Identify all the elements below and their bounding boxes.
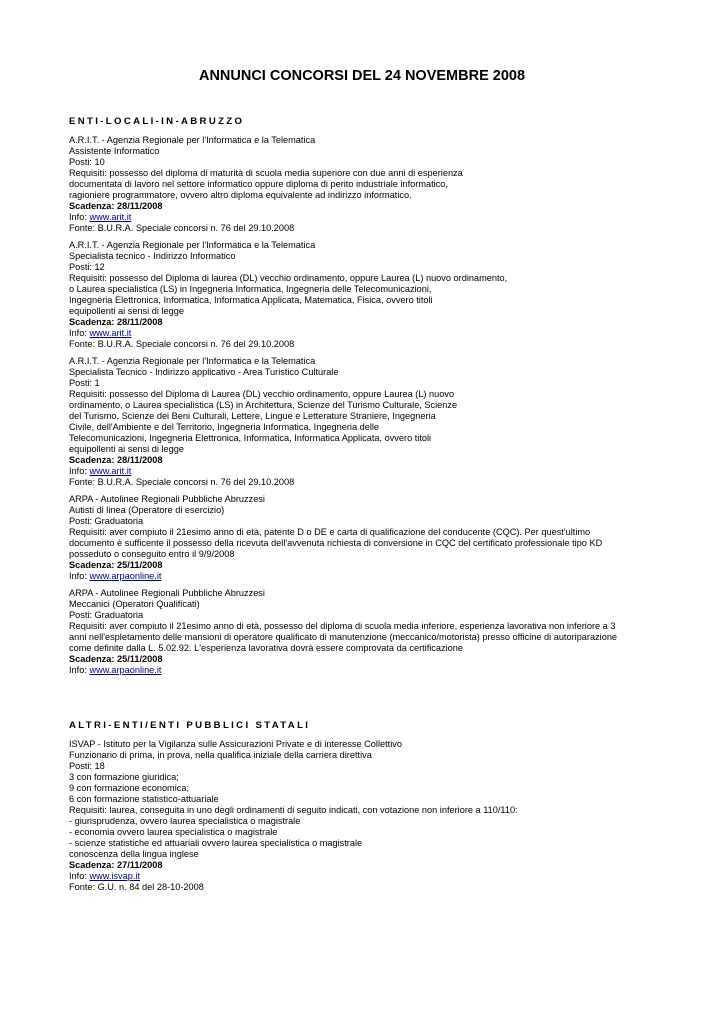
text-line: equipollenti ai sensi di legge <box>69 444 184 454</box>
announcement-entry <box>69 356 669 488</box>
text-line: Assistente Informatico <box>69 146 160 156</box>
text-line: o Laurea specialistica (LS) in Ingegneria Informatica, Ingegneria delle Telecomunicazioni, <box>69 284 432 294</box>
text-line: A.R.I.T. - Agenzia Regionale per l'Informatica e la Telematica <box>69 135 316 145</box>
info-link[interactable]: www.arpaonline.it <box>89 665 162 675</box>
info-link[interactable]: www.arit.it <box>89 328 132 338</box>
text-line: Fonte: B.U.R.A. Speciale concorsi n. 76 del 29.10.2008 <box>69 477 295 487</box>
text-line: Telecomunicazioni, Ingegneria Elettronica, Informatica, Informatica Applicata, ovvero titoli <box>69 433 432 443</box>
text-line: ARPA - Autolinee Regionali Pubbliche Abruzzesi <box>69 588 265 598</box>
text-line: Specialista Tecnico - Indirizzo applicativo - Area Turistico Culturale <box>69 367 339 377</box>
text-line: ragioniere programmatore, ovvero altro diploma equivalente ad indirizzo informatico. <box>69 190 412 200</box>
text-line: documentata di lavoro nel settore informatico oppure diploma di perito industriale informatico, <box>69 179 448 189</box>
text-line: Posti: 1 <box>69 378 100 388</box>
info-label: Info: <box>69 665 90 675</box>
text-line: Requisiti: possesso del Diploma di laurea (DL) vecchio ordinamento, oppure Laurea (L) nuovo ordinamento, <box>69 273 508 283</box>
text-line: Posti: Graduatoria <box>69 516 144 526</box>
deadline-line: Scadenza: 28/11/2008 <box>69 201 163 211</box>
deadline-line: Scadenza: 25/11/2008 <box>69 560 163 570</box>
text-line: Posti: 10 <box>69 157 105 167</box>
text-line: - giurisprudenza, ovvero laurea specialistica o magistrale <box>69 816 301 826</box>
text-line: equipollenti ai sensi di legge <box>69 306 184 316</box>
text-line: Autisti di linea (Operatore di esercizio) <box>69 505 225 515</box>
info-line <box>69 871 669 882</box>
deadline-line: Scadenza: 28/11/2008 <box>69 455 163 465</box>
text-line: del Turismo, Scienze dei Beni Culturali, Lettere, Lingue e Letterature Straniere, Ingegneria <box>69 411 436 421</box>
announcement-entry <box>69 240 669 350</box>
info-line <box>69 328 669 339</box>
text-line: Posti: 18 <box>69 761 105 771</box>
info-label: Info: <box>69 466 90 476</box>
page-title: ANNUNCI CONCORSI DEL 24 NOVEMBRE 2008 <box>198 68 526 84</box>
section-heading: ENTI-LOCALI-IN-ABRUZZO <box>69 116 245 127</box>
info-line <box>69 665 669 676</box>
text-line: A.R.I.T. - Agenzia Regionale per l'Informatica e la Telematica <box>69 240 316 250</box>
text-line: Requisiti: aver compiuto il 21esimo anno di età, patente D o DE e carta di qualificazione del conducente (CQC). Per quest'ultimo <box>69 527 591 537</box>
text-line: Posti: 12 <box>69 262 105 272</box>
text-line: Meccanici (Operatori Qualificati) <box>69 599 200 609</box>
text-line: Requisiti: possesso del Diploma di Laurea (DL) vecchio ordinamento, oppure Laurea (L) nuovo <box>69 389 455 399</box>
text-line: Posti: Graduatoria <box>69 610 144 620</box>
text-line: Fonte: B.U.R.A. Speciale concorsi n. 76 del 29.10.2008 <box>69 339 295 349</box>
section-altri-enti <box>69 720 669 899</box>
deadline-line: Scadenza: 27/11/2008 <box>69 860 163 870</box>
text-line: documento è sufficente il possesso della ricevuta dell'avvenuta richiesta di conversione in CQC del certificato professionale tipo KD <box>69 538 603 548</box>
text-line: Fonte: B.U.R.A. Speciale concorsi n. 76 del 29.10.2008 <box>69 223 295 233</box>
text-line: Requisiti: laurea, conseguita in uno degli ordinamenti di seguito indicati, con votazione non inferiore a 110/110: <box>69 805 518 815</box>
info-line <box>69 212 669 223</box>
text-line: conoscenza della lingua inglese <box>69 849 199 859</box>
deadline-line: Scadenza: 25/11/2008 <box>69 654 163 664</box>
text-line: Ingegneria Elettronica, Informatica, Informatica Applicata, Matematica, Fisica, ovvero titoli <box>69 295 433 305</box>
text-line: 3 con formazione giuridica; <box>69 772 179 782</box>
announcement-entry <box>69 494 669 582</box>
text-line: - economia ovvero laurea specialistica o magistrale <box>69 827 278 837</box>
info-label: Info: <box>69 871 90 881</box>
info-line <box>69 571 669 582</box>
info-label: Info: <box>69 212 90 222</box>
info-link[interactable]: www.arpaonline.it <box>89 571 162 581</box>
announcement-entry <box>69 588 669 676</box>
section-enti-locali <box>69 116 669 682</box>
text-line: A.R.I.T. - Agenzia Regionale per l'Informatica e la Telematica <box>69 356 316 366</box>
info-link[interactable]: www.arit.it <box>89 466 132 476</box>
info-line <box>69 466 669 477</box>
text-line: come definite dalla L. 5.02.92. L'esperienza lavorativa dovrà essere comprovata da certificazione <box>69 643 463 653</box>
info-label: Info: <box>69 571 90 581</box>
deadline-line: Scadenza: 28/11/2008 <box>69 317 163 327</box>
announcement-entry <box>69 135 669 234</box>
text-line: 9 con formazione economica; <box>69 783 190 793</box>
section-heading: ALTRI-ENTI/ENTI PUBBLICI STATALI <box>69 720 311 731</box>
text-line: posseduto o conseguito entro il 9/9/2008 <box>69 549 235 559</box>
text-line: Requisiti: possesso del diploma di maturità di scuola media superiore con due anni di esperienza <box>69 168 463 178</box>
text-line: - scienze statistiche ed attuariali ovvero laurea specialistica o magistrale <box>69 838 363 848</box>
text-line: Specialista tecnico - Indirizzo Informatico <box>69 251 236 261</box>
info-label: Info: <box>69 328 90 338</box>
info-link[interactable]: www.arit.it <box>89 212 132 222</box>
text-line: anni nell'espletamento delle mansioni di operatore qualificato di manutenzione (meccanico/motorista) presso officine di autoriparazione <box>69 632 618 642</box>
text-line: 6 con formazione statistico-attuariale <box>69 794 219 804</box>
text-line: Civile, dell'Ambiente e del Territorio, Ingegneria Informatica, Ingegneria delle <box>69 422 380 432</box>
text-line: ordinamento, o Laurea specialistica (LS) in Architettura, Scienze del Turismo Culturale, Scienze <box>69 400 458 410</box>
announcement-entry <box>69 739 669 893</box>
text-line: Fonte: G.U. n. 84 del 28-10-2008 <box>69 882 204 892</box>
text-line: ARPA - Autolinee Regionali Pubbliche Abruzzesi <box>69 494 265 504</box>
text-line: ISVAP - Istituto per la Vigilanza sulle Assicurazioni Private e di interesse Collettivo <box>69 739 402 749</box>
text-line: Requisiti: aver compiuto il 21esimo anno di età, possesso del diploma di scuola media inferiore, esperienza lavorativa non inferiore a 3 <box>69 621 616 631</box>
text-line: Funzionario di prima, in prova, nella qualifica iniziale della carriera direttiva <box>69 750 372 760</box>
info-link[interactable]: www.isvap.it <box>89 871 140 881</box>
